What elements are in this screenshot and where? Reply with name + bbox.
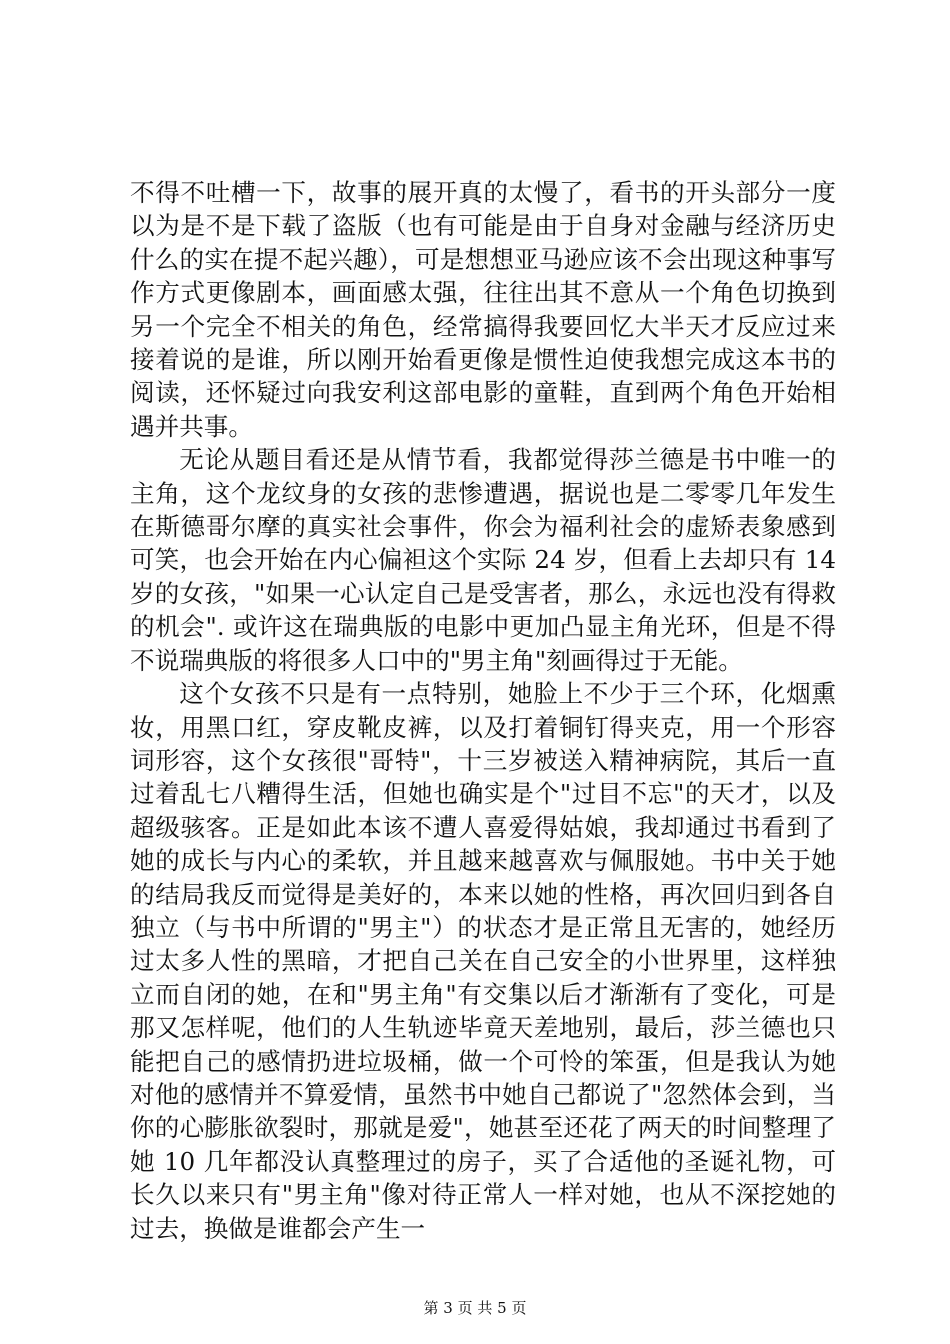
page-footer: 第 3 页 共 5 页 — [423, 1299, 527, 1317]
body-text — [130, 176, 836, 1245]
paragraph-3: 这个女孩不只是有一点特别，她脸上不少于三个环，化烟熏妆，用黑口红，穿皮靴皮裤，以及打着铜钉得夹克，用一个形容词形容，这个女孩很"哥特"，十三岁被送入精神病院，其后一直过着乱七八糟得生活，但她也确实是个"过目不忘"的天才，以及超级骇客。正是如此本该不遭人喜爱得姑娘，我却通过书看到了她的成长与内心的柔软，并且越来越喜欢与佩服她。书中关于她的结局我反而觉得是美好的，本来以她的性格，再次回归到各自独立（与书中所谓的"男主"）的状态才是正常且无害的，她经历过太多人性的黑暗，才把自己关在自己安全的小世界里，这样独立而自闭的她，在和"男主角"有交集以后才渐渐有了变化，可是那又怎样呢，他们的人生轨迹毕竟天差地别，最后，莎兰德也只能把自己的感情扔进垃圾桶，做一个可怜的笨蛋，但是我认为她对他的感情并不算爱情，虽然书中她自己都说了"忽然体会到，当你的心膨胀欲裂时，那就是爱"，她甚至还花了两天的时间整理了她 10 几年都没认真整理过的房子，买了合适他的圣诞礼物，可长久以来只有"男主角"像对待正常人一样对她，也从不深挖她的过去，换做是谁都会产生一 — [130, 679, 836, 1243]
paragraph-1: 不得不吐槽一下，故事的展开真的太慢了，看书的开头部分一度以为是不是下载了盗版（也有可能是由于自身对金融与经济历史什么的实在提不起兴趣），可是想想亚马逊应该不会出现这种事写作方式更像剧本，画面感太强，往往出其不意从一个角色切换到另一个完全不相关的角色，经常搞得我要回忆大半天才反应过来接着说的是谁，所以刚开始看更像是惯性迫使我想完成这本书的阅读，还怀疑过向我安利这部电影的童鞋，直到两个角色开始相遇并共事。 — [130, 178, 836, 441]
paragraph-2: 无论从题目看还是从情节看，我都觉得莎兰德是书中唯一的主角，这个龙纹身的女孩的悲惨遭遇，据说也是二零零几年发生在斯德哥尔摩的真实社会事件，你会为福利社会的虚矫表象感到可笑，也会开始在内心偏袒这个实际 24 岁，但看上去却只有 14 岁的女孩，"如果一心认定自己是受害者，那么，永远也没有得救的机会". 或许这在瑞典版的电影中更加凸显主角光环，但是不得不说瑞典版的将很多人口中的"男主角"刻画得过于无能。 — [130, 445, 836, 675]
